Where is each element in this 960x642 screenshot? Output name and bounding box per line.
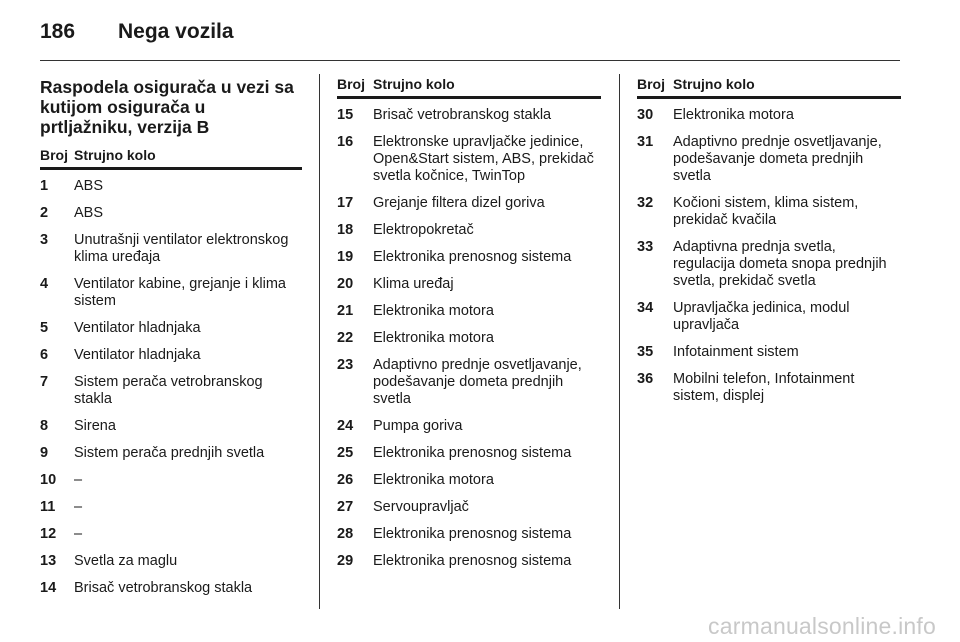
fuse-number: 21 xyxy=(337,303,354,319)
fuse-circuit: Sistem perača vetrobranskog stakla xyxy=(74,374,263,407)
header-num: Broj xyxy=(637,74,673,98)
table-header-row xyxy=(637,74,901,98)
fuse-number: 14 xyxy=(40,580,57,596)
table-row xyxy=(40,374,302,418)
fuse-circuit: Elektronika motora xyxy=(373,303,494,319)
table-row xyxy=(637,98,901,135)
fuse-circuit: Elektronika motora xyxy=(373,472,494,488)
fuse-circuit: Infotainment sistem xyxy=(673,344,799,360)
table-row xyxy=(40,472,302,499)
page-number: 186 xyxy=(40,20,76,43)
fuse-circuit: Adaptivno prednje osvetljavanje, podešavanje dometa prednjih svetla xyxy=(373,357,582,407)
fuse-circuit: Unutrašnji ventilator elektronskog klima uređaja xyxy=(74,232,289,265)
fuse-circuit: Sistem perača prednjih svetla xyxy=(74,445,265,461)
table-row xyxy=(40,205,302,232)
fuse-number: 28 xyxy=(337,526,354,542)
fuse-number: 15 xyxy=(337,107,354,123)
column-divider xyxy=(619,74,620,609)
header-num: Broj xyxy=(337,74,373,98)
fuse-table-body xyxy=(337,98,601,581)
table-row xyxy=(337,330,601,357)
fuse-circuit: Elektronske upravljačke jedinice, Open&Start sistem, ABS, prekidač svetla kočnice, TwinTop xyxy=(373,134,594,184)
header-circuit: Strujno kolo xyxy=(74,145,302,169)
fuse-number: 16 xyxy=(337,134,354,150)
table-row xyxy=(337,249,601,276)
fuse-circuit: Ventilator hladnjaka xyxy=(74,320,201,336)
header-rule xyxy=(40,60,900,61)
fuse-number: 26 xyxy=(337,472,354,488)
table-row xyxy=(337,499,601,526)
header-num: Broj xyxy=(40,145,74,169)
fuse-circuit: Mobilni telefon, Infotainment sistem, displej xyxy=(673,371,855,404)
fuse-number: 35 xyxy=(637,344,654,360)
fuse-table-body xyxy=(40,169,302,608)
table-row xyxy=(337,195,601,222)
fuse-circuit: Brisač vetrobranskog stakla xyxy=(74,580,253,596)
fuse-circuit: Elektronika prenosnog sistema xyxy=(373,249,572,265)
fuse-circuit: ABS xyxy=(74,178,104,194)
fuse-number: 5 xyxy=(40,320,49,336)
table-row xyxy=(637,134,901,195)
fuse-number: 20 xyxy=(337,276,354,292)
fuse-number: 8 xyxy=(40,418,49,434)
fuse-circuit: Klima uređaj xyxy=(373,276,454,292)
fuse-circuit: ABS xyxy=(74,205,104,221)
column-3 xyxy=(637,74,901,415)
table-row xyxy=(637,344,901,371)
fuse-number: 31 xyxy=(637,134,654,150)
fuse-circuit: Adaptivno prednje osvetljavanje, podešavanje dometa prednjih svetla xyxy=(673,134,882,184)
page-header xyxy=(40,10,900,58)
fuse-table-body xyxy=(637,98,901,416)
column-divider xyxy=(319,74,320,609)
fuse-circuit: Upravljačka jedinica, modul upravljača xyxy=(673,300,850,333)
fuse-number: 25 xyxy=(337,445,354,461)
table-row xyxy=(337,526,601,553)
fuse-number: 22 xyxy=(337,330,354,346)
fuse-number: 11 xyxy=(40,499,56,515)
fuse-number: 19 xyxy=(337,249,354,265)
fuse-circuit: Elektronika prenosnog sistema xyxy=(373,445,572,461)
fuse-number: 36 xyxy=(637,371,654,387)
table-row xyxy=(40,347,302,374)
fuse-circuit: Servoupravljač xyxy=(373,499,469,515)
fuse-circuit: Adaptivna prednja svetla, regulacija dometa snopa prednjih svetla, prekidač svetla xyxy=(673,239,887,289)
table-header-row xyxy=(337,74,601,98)
fuse-circuit: Grejanje filtera dizel goriva xyxy=(373,195,545,211)
table-row xyxy=(40,526,302,553)
fuse-number: 1 xyxy=(40,178,49,194)
fuse-number: 18 xyxy=(337,222,354,238)
table-row xyxy=(40,320,302,347)
table-row xyxy=(40,169,302,206)
table-header-row xyxy=(40,145,302,169)
table-row xyxy=(637,371,901,415)
fuse-number: 30 xyxy=(637,107,654,123)
fuse-number: 13 xyxy=(40,553,57,569)
fuse-number: 3 xyxy=(40,232,49,248)
fuse-number: 27 xyxy=(337,499,354,515)
fuse-table-3 xyxy=(637,74,901,415)
fuse-number: 32 xyxy=(637,195,654,211)
fuse-number: 34 xyxy=(637,300,654,316)
table-row xyxy=(637,239,901,300)
table-row xyxy=(337,553,601,580)
fuse-number: 9 xyxy=(40,445,49,461)
chapter-title: Nega vozila xyxy=(118,20,234,43)
fuse-circuit: Ventilator kabine, grejanje i klima sistem xyxy=(74,276,286,309)
table-row xyxy=(337,222,601,249)
table-row xyxy=(337,303,601,330)
table-row xyxy=(40,580,302,607)
fuse-table-1 xyxy=(40,145,302,607)
table-row xyxy=(40,499,302,526)
section-title: Raspodela osigurača u vezi sa kutijom osigurača u prtljažniku, verzija B xyxy=(40,77,294,137)
table-row xyxy=(337,134,601,195)
fuse-circuit: Svetla za maglu xyxy=(74,553,178,569)
fuse-number: 4 xyxy=(40,276,49,292)
fuse-number: 29 xyxy=(337,553,354,569)
table-row xyxy=(337,357,601,418)
fuse-circuit: Elektronika prenosnog sistema xyxy=(373,553,572,569)
table-row xyxy=(40,553,302,580)
table-row xyxy=(40,232,302,276)
column-2 xyxy=(337,74,601,580)
fuse-circuit: – xyxy=(74,472,83,488)
table-row xyxy=(337,98,601,135)
fuse-circuit: Elektronika motora xyxy=(373,330,494,346)
fuse-number: 17 xyxy=(337,195,354,211)
fuse-number: 2 xyxy=(40,205,49,221)
table-row xyxy=(337,418,601,445)
table-row xyxy=(337,445,601,472)
header-circuit: Strujno kolo xyxy=(373,74,601,98)
fuse-circuit: Pumpa goriva xyxy=(373,418,463,434)
fuse-circuit: Elektronika prenosnog sistema xyxy=(373,526,572,542)
fuse-circuit: Ventilator hladnjaka xyxy=(74,347,201,363)
fuse-table-2 xyxy=(337,74,601,580)
table-row xyxy=(337,472,601,499)
fuse-circuit: Elektropokretač xyxy=(373,222,474,238)
table-row xyxy=(637,300,901,344)
fuse-circuit: – xyxy=(74,499,83,515)
table-row xyxy=(40,445,302,472)
fuse-number: 23 xyxy=(337,357,354,373)
fuse-circuit: Brisač vetrobranskog stakla xyxy=(373,107,552,123)
fuse-number: 33 xyxy=(637,239,654,255)
fuse-circuit: – xyxy=(74,526,83,542)
table-row xyxy=(337,276,601,303)
table-row xyxy=(40,418,302,445)
table-row xyxy=(40,276,302,320)
header-circuit: Strujno kolo xyxy=(673,74,901,98)
fuse-number: 7 xyxy=(40,374,49,390)
fuse-circuit: Sirena xyxy=(74,418,116,434)
column-1 xyxy=(40,74,302,607)
fuse-number: 10 xyxy=(40,472,57,488)
fuse-circuit: Kočioni sistem, klima sistem, prekidač kvačila xyxy=(673,195,859,228)
watermark: carmanualsonline.info xyxy=(708,613,936,639)
fuse-number: 6 xyxy=(40,347,49,363)
fuse-number: 24 xyxy=(337,418,354,434)
fuse-circuit: Elektronika motora xyxy=(673,107,794,123)
table-row xyxy=(637,195,901,239)
fuse-number: 12 xyxy=(40,526,57,542)
